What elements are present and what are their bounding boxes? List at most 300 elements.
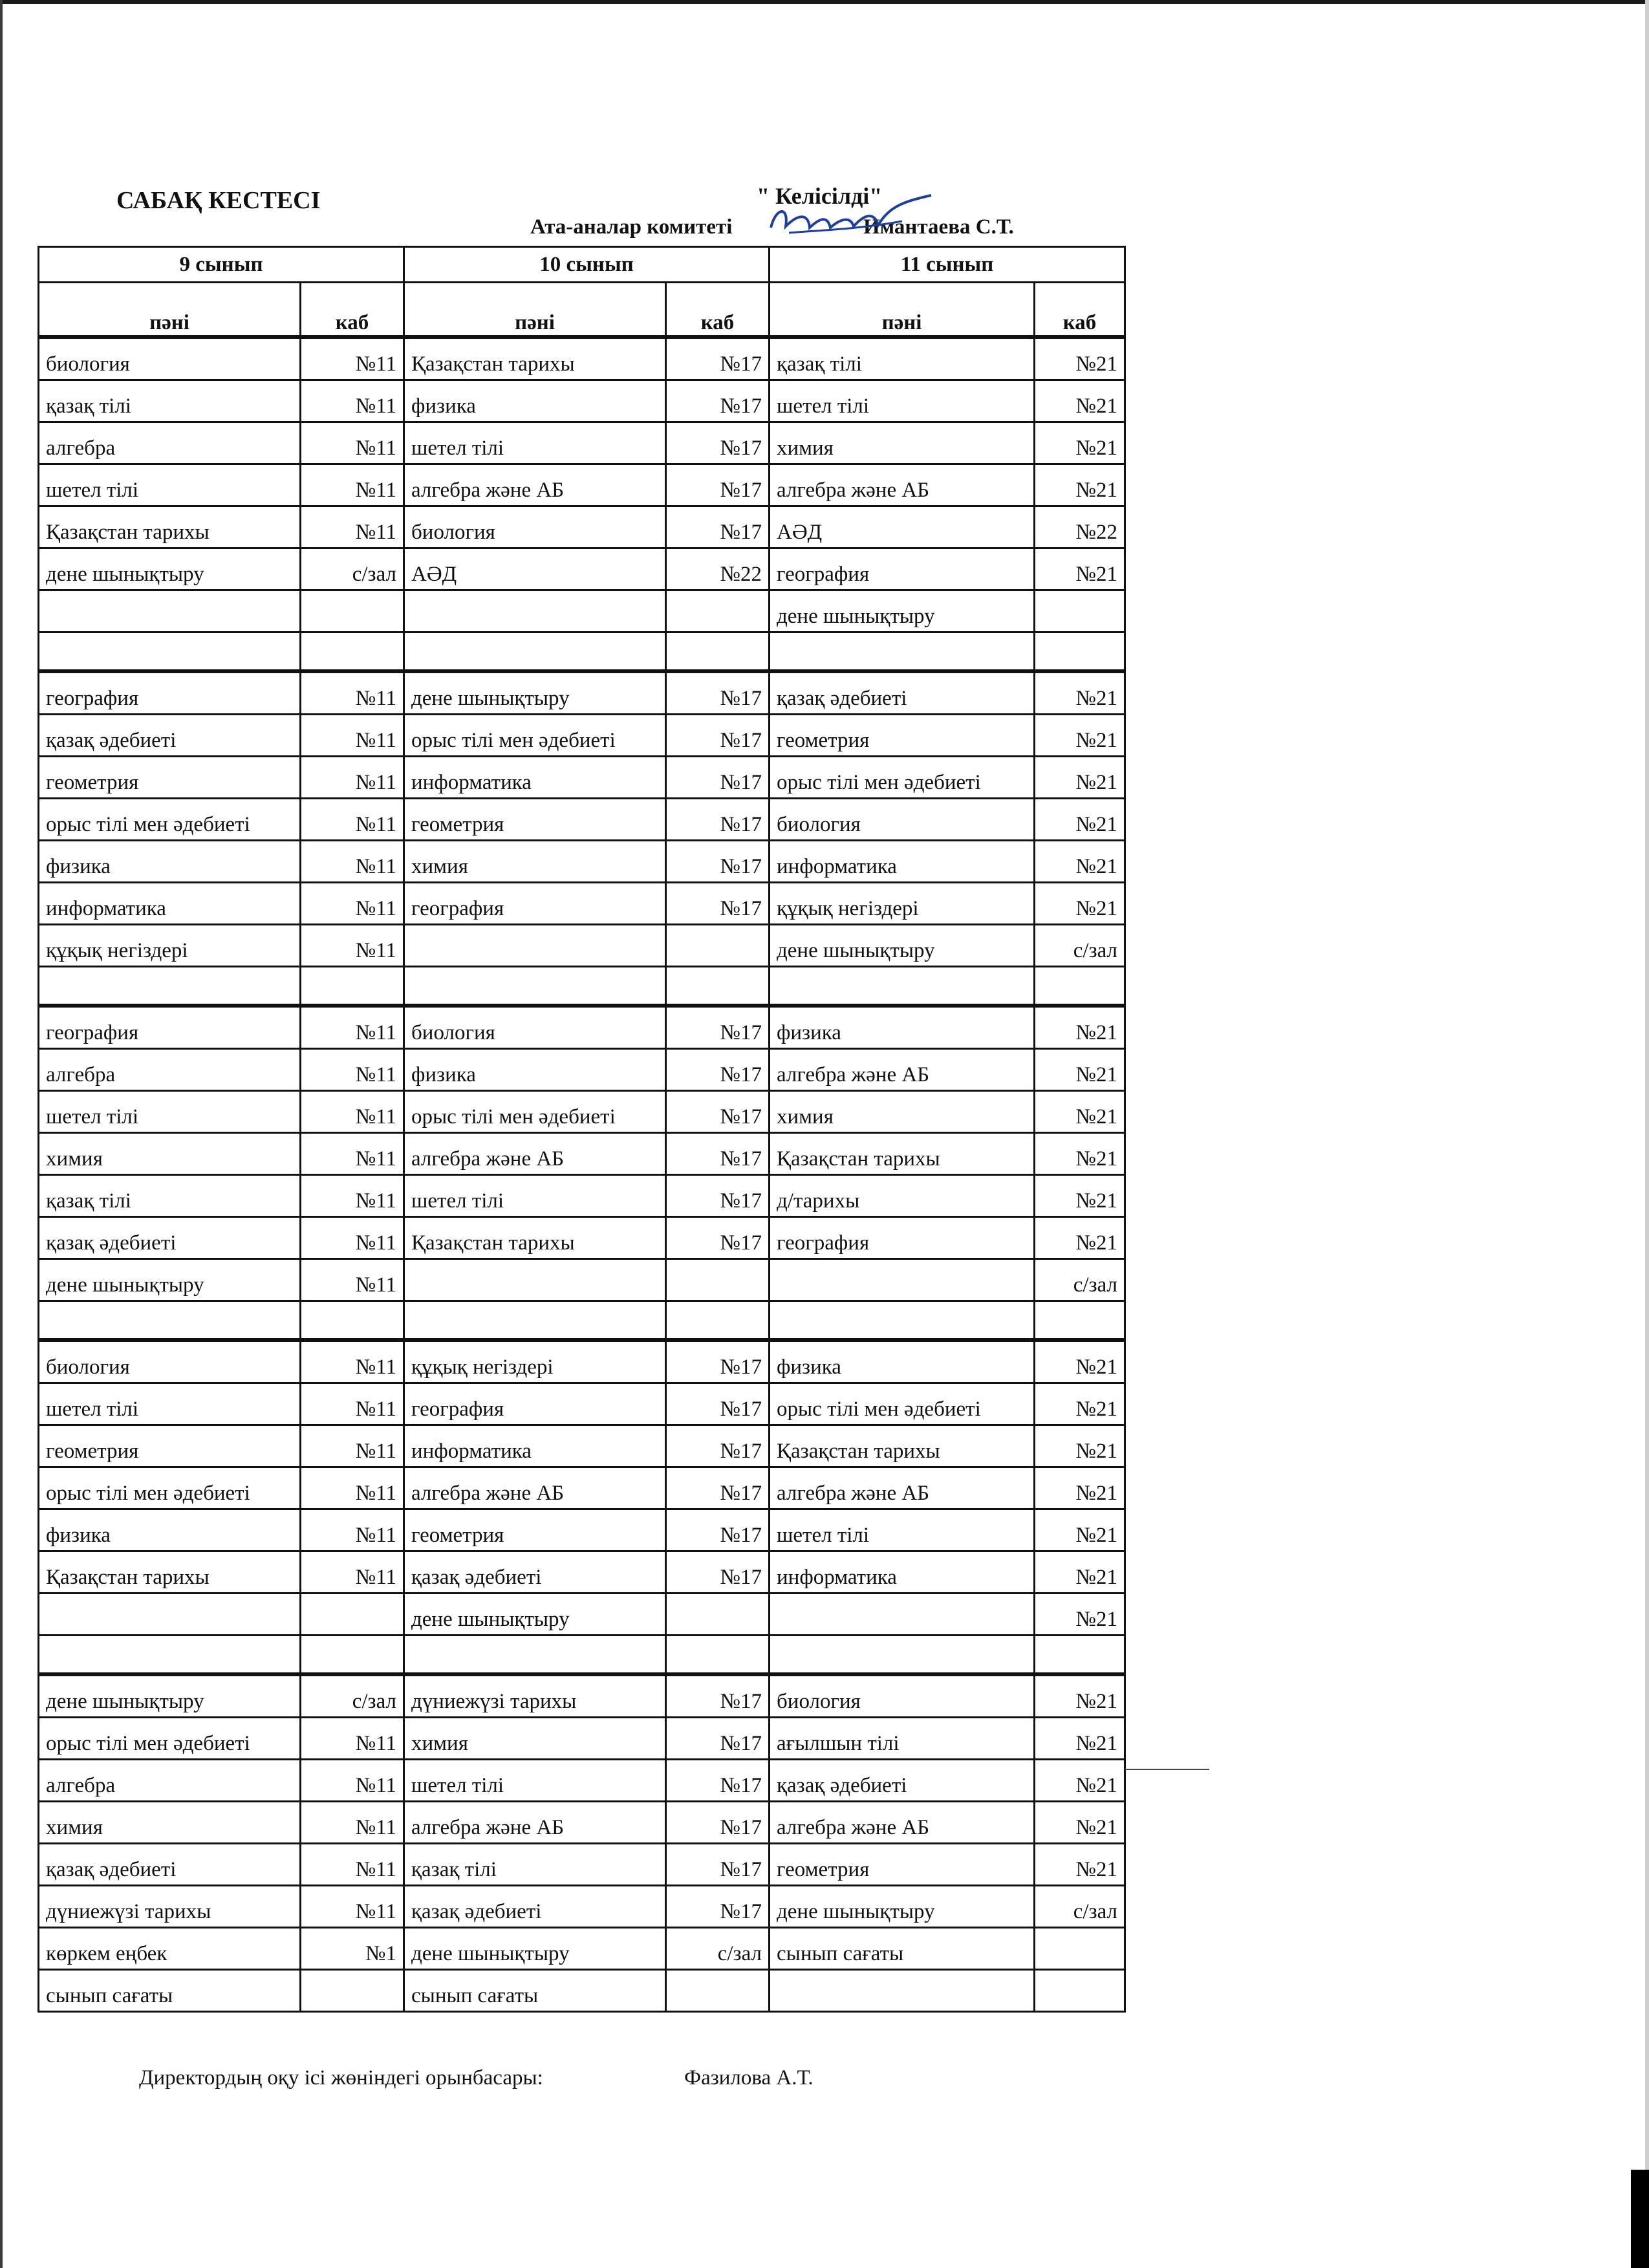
subject-cell: шетел тілі [404,1760,666,1802]
subject-cell: шетел тілі [770,1509,1035,1551]
lesson-row [39,967,1125,1006]
lesson-row [39,1509,1125,1551]
approval-heading: " Келісілді" [757,183,883,209]
room-cell: №11 [301,1844,404,1886]
subject-cell: ағылшын тілі [770,1718,1035,1760]
room-cell: №17 [666,1718,770,1760]
room-cell: №21 [1035,1383,1125,1425]
subject-cell: геометрия [39,757,301,799]
scan-border-right [1645,0,1649,2268]
subject-cell: биология [770,799,1035,841]
room-cell: №21 [1035,671,1125,715]
subject-cell: физика [404,1049,666,1091]
room-cell: №21 [1035,1593,1125,1636]
subject-cell: Қазақстан тарихы [770,1425,1035,1467]
room-cell: №17 [666,1886,770,1928]
subject-cell: д/тарихы [770,1175,1035,1217]
lesson-row [39,1091,1125,1133]
room-cell: №21 [1035,1509,1125,1551]
subject-cell: дене шынықтыру [404,1593,666,1636]
room-cell: №17 [666,1802,770,1844]
room-cell: №11 [301,1886,404,1928]
subject-cell: орыс тілі мен әдебиеті [770,1383,1035,1425]
room-cell: №11 [301,506,404,548]
subject-cell [770,632,1035,672]
room-cell: №11 [301,1006,404,1049]
room-cell: №11 [301,1467,404,1509]
subject-cell: информатика [404,757,666,799]
subject-cell [39,590,301,632]
room-cell: №21 [1035,1340,1125,1383]
room-cell: с/зал [301,548,404,590]
room-cell: №11 [301,671,404,715]
lesson-row [39,1006,1125,1049]
room-cell [666,1259,770,1301]
room-cell: №1 [301,1928,404,1970]
room-cell: №21 [1035,1844,1125,1886]
subject-cell [404,590,666,632]
lesson-row [39,883,1125,925]
subject-cell [770,1970,1035,2012]
subject-cell: қазақ әдебиеті [770,1760,1035,1802]
room-cell: №21 [1035,337,1125,380]
subject-cell: дене шынықтыру [770,590,1035,632]
room-cell: №17 [666,883,770,925]
room-cell: №17 [666,1467,770,1509]
lesson-row [39,1425,1125,1467]
room-cell: №17 [666,1006,770,1049]
subject-cell: дене шынықтыру [39,1259,301,1301]
subject-column-header: пәні [404,283,666,338]
room-cell [301,1636,404,1675]
subject-cell: дүниежүзі тарихы [39,1886,301,1928]
subject-column-header: пәні [770,283,1035,338]
subject-cell [770,1301,1035,1341]
subject-cell: шетел тілі [404,1175,666,1217]
room-cell: №17 [666,1175,770,1217]
room-cell: №21 [1035,1217,1125,1259]
subject-cell: Қазақстан тарихы [770,1133,1035,1175]
subject-cell: құқық негіздері [770,883,1035,925]
room-cell [301,1301,404,1341]
room-column-header: каб [1035,283,1125,338]
room-cell [666,632,770,672]
subject-cell: Қазақстан тарихы [404,1217,666,1259]
room-cell: №21 [1035,422,1125,464]
room-cell: №11 [301,1718,404,1760]
room-cell [1035,632,1125,672]
subject-cell: география [770,548,1035,590]
subject-cell: физика [770,1340,1035,1383]
lesson-row [39,1928,1125,1970]
subject-cell: физика [770,1006,1035,1049]
room-cell: №21 [1035,799,1125,841]
subject-cell: сынып сағаты [39,1970,301,2012]
room-cell: №17 [666,506,770,548]
room-cell: №11 [301,1509,404,1551]
room-cell: №11 [301,1175,404,1217]
room-cell: №17 [666,841,770,883]
room-cell: с/зал [1035,1259,1125,1301]
subject-cell [39,1593,301,1636]
subject-cell: информатика [39,883,301,925]
room-cell: №11 [301,757,404,799]
subject-cell: орыс тілі мен әдебиеті [404,1091,666,1133]
room-cell [666,967,770,1006]
subject-cell: қазақ тілі [39,380,301,422]
subject-cell: қазақ әдебиеті [39,715,301,757]
room-cell: №17 [666,1133,770,1175]
subject-cell: қазақ әдебиеті [39,1844,301,1886]
room-cell [301,967,404,1006]
subject-cell: қазақ тілі [404,1844,666,1886]
subject-cell: құқық негіздері [404,1340,666,1383]
subject-cell [39,1636,301,1675]
subject-cell: орыс тілі мен әдебиеті [39,799,301,841]
subject-cell: алгебра [39,1760,301,1802]
room-cell: №22 [666,548,770,590]
room-cell [301,1593,404,1636]
subject-cell: дене шынықтыру [770,925,1035,967]
subject-cell: биология [39,1340,301,1383]
room-cell: №21 [1035,715,1125,757]
subject-cell: қазақ әдебиеті [770,671,1035,715]
room-cell: №17 [666,422,770,464]
subject-cell [770,1636,1035,1675]
subject-cell: шетел тілі [39,464,301,506]
subject-cell: информатика [770,1551,1035,1593]
schedule-body [39,337,1125,2012]
subject-cell: химия [404,1718,666,1760]
subject-cell: алгебра және АБ [404,1467,666,1509]
subject-cell: орыс тілі мен әдебиеті [39,1467,301,1509]
subject-cell: сынып сағаты [770,1928,1035,1970]
scan-corner-mark [1631,2170,1649,2268]
subject-cell: химия [770,1091,1035,1133]
room-cell [301,590,404,632]
subject-cell: геометрия [404,799,666,841]
footer-name: Фазилова А.Т. [684,2066,814,2090]
room-cell: №11 [301,1259,404,1301]
lesson-row [39,1383,1125,1425]
subject-cell: алгебра және АБ [770,1049,1035,1091]
room-cell: №21 [1035,548,1125,590]
room-cell: №11 [301,1802,404,1844]
subject-cell: Қазақстан тарихы [39,506,301,548]
room-cell: №21 [1035,1006,1125,1049]
room-cell: №21 [1035,1133,1125,1175]
room-cell: №11 [301,841,404,883]
lesson-row [39,1593,1125,1636]
room-cell: №17 [666,1760,770,1802]
subject-cell: география [404,883,666,925]
room-cell [1035,1636,1125,1675]
lesson-row [39,1970,1125,2012]
room-cell: №11 [301,1049,404,1091]
subject-cell: алгебра [39,1049,301,1091]
subject-cell: география [39,671,301,715]
schedule-table [38,246,1126,2013]
subject-cell: информатика [770,841,1035,883]
room-cell [1035,1970,1125,2012]
room-cell: №21 [1035,1674,1125,1718]
room-cell: №21 [1035,1425,1125,1467]
page-title: САБАҚ КЕСТЕСІ [116,187,321,214]
room-cell: №11 [301,1425,404,1467]
subject-cell: химия [770,422,1035,464]
room-cell: №21 [1035,1175,1125,1217]
lesson-row [39,1760,1125,1802]
subject-cell: қазақ әдебиеті [404,1886,666,1928]
subject-cell: алгебра және АБ [404,1133,666,1175]
subject-column-header: пәні [39,283,301,338]
subject-cell: алгебра және АБ [770,464,1035,506]
lesson-row [39,590,1125,632]
room-cell [1035,590,1125,632]
lesson-row [39,1636,1125,1675]
subject-cell: дене шынықтыру [770,1886,1035,1928]
subject-cell: дене шынықтыру [39,1674,301,1718]
lesson-row [39,799,1125,841]
room-cell: №21 [1035,757,1125,799]
room-cell: с/зал [1035,1886,1125,1928]
room-cell: №11 [301,1340,404,1383]
subject-cell: шетел тілі [770,380,1035,422]
room-cell: №17 [666,1551,770,1593]
grade-11-header: 11 сынып [770,247,1125,283]
subject-cell [770,967,1035,1006]
subject-cell: шетел тілі [404,422,666,464]
subject-cell: физика [404,380,666,422]
subject-cell: география [39,1006,301,1049]
grade-10-header: 10 сынып [404,247,770,283]
lesson-row [39,757,1125,799]
lesson-row [39,1133,1125,1175]
subject-cell: биология [404,506,666,548]
subject-cell: геометрия [404,1509,666,1551]
lesson-row [39,422,1125,464]
subject-cell [404,967,666,1006]
subject-cell: дене шынықтыру [404,1928,666,1970]
subject-cell: химия [404,841,666,883]
subject-cell: сынып сағаты [404,1970,666,2012]
room-cell: №11 [301,1383,404,1425]
subject-cell: шетел тілі [39,1383,301,1425]
subject-cell [39,967,301,1006]
room-cell: №21 [1035,464,1125,506]
lesson-row [39,1674,1125,1718]
room-cell: №21 [1035,1467,1125,1509]
subject-cell: құқық негіздері [39,925,301,967]
subject-cell [770,1593,1035,1636]
room-cell: №17 [666,757,770,799]
subject-cell: АӘД [770,506,1035,548]
subject-cell: көркем еңбек [39,1928,301,1970]
subject-cell: география [770,1217,1035,1259]
lesson-row [39,548,1125,590]
lesson-row [39,632,1125,672]
subject-cell [404,632,666,672]
subject-cell [39,632,301,672]
room-cell: с/зал [666,1928,770,1970]
grade-9-header: 9 сынып [39,247,404,283]
room-cell: №17 [666,799,770,841]
subject-cell: орыс тілі мен әдебиеті [39,1718,301,1760]
subject-cell: геометрия [770,1844,1035,1886]
room-cell [666,1970,770,2012]
room-cell [666,1593,770,1636]
room-cell: №11 [301,799,404,841]
lesson-row [39,464,1125,506]
lesson-row [39,1049,1125,1091]
lesson-row [39,671,1125,715]
room-cell: №17 [666,715,770,757]
subject-cell: физика [39,841,301,883]
room-cell: №22 [1035,506,1125,548]
subject-cell: орыс тілі мен әдебиеті [770,757,1035,799]
room-cell [1035,1928,1125,1970]
room-cell: №11 [301,464,404,506]
room-cell: №11 [301,337,404,380]
room-cell: №17 [666,337,770,380]
subject-cell: дене шынықтыру [39,548,301,590]
subject-cell: алгебра және АБ [404,464,666,506]
subject-cell: химия [39,1133,301,1175]
subject-cell: алгебра және АБ [404,1802,666,1844]
room-cell: №11 [301,1217,404,1259]
lesson-row [39,1301,1125,1341]
room-cell: №17 [666,1217,770,1259]
subject-cell: алгебра және АБ [770,1802,1035,1844]
room-cell: №17 [666,1383,770,1425]
room-cell: №21 [1035,841,1125,883]
room-cell: №21 [1035,1802,1125,1844]
room-cell: №11 [301,1760,404,1802]
room-cell: №11 [301,1133,404,1175]
room-cell [301,632,404,672]
lesson-row [39,1217,1125,1259]
subject-cell: дене шынықтыру [404,671,666,715]
lesson-row [39,925,1125,967]
lesson-row [39,1175,1125,1217]
subject-cell: Қазақстан тарихы [404,337,666,380]
room-cell: №11 [301,925,404,967]
subject-cell: геометрия [39,1425,301,1467]
signature-icon [763,188,938,246]
subject-cell: алгебра және АБ [770,1467,1035,1509]
lesson-row [39,380,1125,422]
lesson-row [39,1340,1125,1383]
scan-border-top [0,0,1649,4]
room-cell [1035,967,1125,1006]
subject-cell: биология [770,1674,1035,1718]
lesson-row [39,715,1125,757]
subject-cell [404,1259,666,1301]
room-cell: №21 [1035,380,1125,422]
room-cell: №11 [301,883,404,925]
room-cell [666,590,770,632]
subject-cell: дүниежүзі тарихы [404,1674,666,1718]
lesson-row [39,841,1125,883]
room-column-header: каб [666,283,770,338]
subject-cell: алгебра [39,422,301,464]
room-cell: №21 [1035,1091,1125,1133]
room-cell [666,1301,770,1341]
subject-cell: қазақ тілі [770,337,1035,380]
subject-cell: геометрия [770,715,1035,757]
subject-cell [404,925,666,967]
subject-cell [770,1259,1035,1301]
room-cell: №17 [666,1049,770,1091]
subject-cell [404,1636,666,1675]
subject-cell: қазақ тілі [39,1175,301,1217]
subject-cell: информатика [404,1425,666,1467]
subject-cell: география [404,1383,666,1425]
subject-cell: шетел тілі [39,1091,301,1133]
subject-cell: физика [39,1509,301,1551]
room-cell: №17 [666,671,770,715]
lesson-row [39,1802,1125,1844]
footer-role: Директордың оқу ісі жөніндегі орынбасары: [139,2066,543,2090]
room-cell: №11 [301,422,404,464]
room-cell: №21 [1035,1049,1125,1091]
room-column-header: каб [301,283,404,338]
room-cell: №21 [1035,883,1125,925]
room-cell: с/зал [1035,925,1125,967]
subject-cell: АӘД [404,548,666,590]
subject-cell: биология [39,337,301,380]
subject-cell: қазақ әдебиеті [404,1551,666,1593]
subject-cell: орыс тілі мен әдебиеті [404,715,666,757]
lesson-row [39,1467,1125,1509]
room-cell: №17 [666,464,770,506]
lesson-row [39,1886,1125,1928]
room-cell: №17 [666,380,770,422]
lesson-row [39,337,1125,380]
scan-border-left [0,0,3,2268]
room-cell: №11 [301,715,404,757]
room-cell: №21 [1035,1718,1125,1760]
lesson-row [39,1259,1125,1301]
room-cell [1035,1301,1125,1341]
room-cell: с/зал [301,1674,404,1718]
room-cell [666,925,770,967]
lesson-row [39,506,1125,548]
subject-cell [404,1301,666,1341]
room-cell [301,1970,404,2012]
committee-name: Имантаева С.Т. [863,215,1014,239]
room-cell: №17 [666,1091,770,1133]
subject-cell: химия [39,1802,301,1844]
subject-cell: Қазақстан тарихы [39,1551,301,1593]
room-cell: №17 [666,1844,770,1886]
room-cell: №21 [1035,1760,1125,1802]
room-cell: №21 [1035,1551,1125,1593]
room-cell: №11 [301,1551,404,1593]
subject-cell [39,1301,301,1341]
room-cell [666,1636,770,1675]
room-cell: №11 [301,380,404,422]
lesson-row [39,1844,1125,1886]
room-cell: №17 [666,1425,770,1467]
committee-label: Ата-аналар комитеті [530,215,733,239]
room-cell: №17 [666,1340,770,1383]
room-cell: №17 [666,1509,770,1551]
room-cell: №17 [666,1674,770,1718]
lesson-row [39,1718,1125,1760]
subject-cell: қазақ әдебиеті [39,1217,301,1259]
subject-cell: биология [404,1006,666,1049]
